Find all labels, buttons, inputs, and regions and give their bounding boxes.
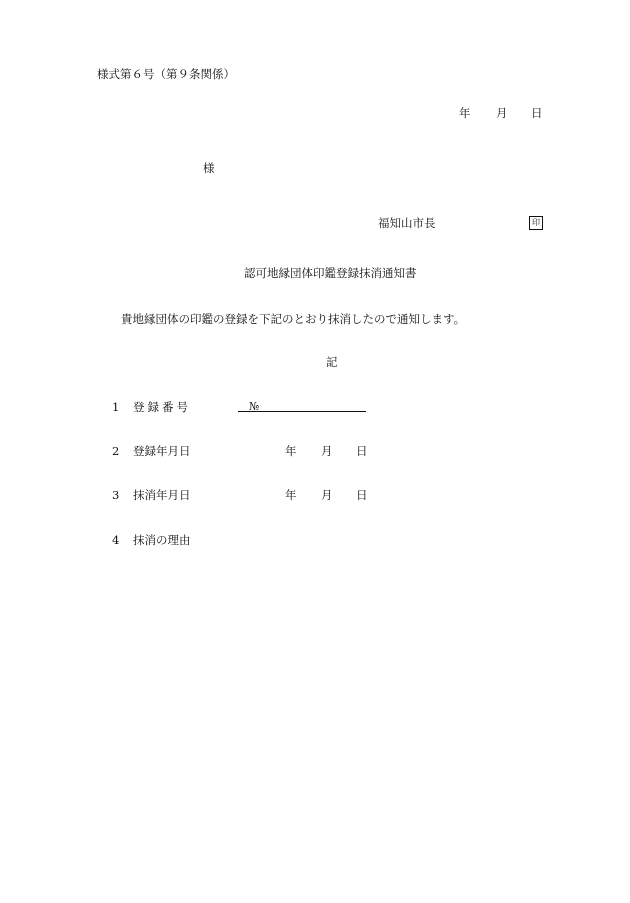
ki-label: 記 — [326, 355, 338, 369]
issue-date-year-label: 年 — [459, 106, 471, 120]
issue-date-month-label: 月 — [496, 106, 508, 120]
registration-date-day-label: 日 — [356, 444, 368, 458]
seal-mark: 印 — [529, 216, 543, 230]
registration-number-underline — [238, 411, 366, 412]
cancellation-date-day-label: 日 — [356, 488, 368, 502]
issuer-name: 福知山市長 — [378, 216, 436, 230]
issue-date-day-label: 日 — [531, 106, 543, 120]
item-number-3: 3 — [112, 488, 120, 502]
notice-body: 貴地縁団体の印鑑の登録を下記のとおり抹消したので通知します。 — [121, 312, 466, 326]
registration-number-prefix: № — [249, 400, 260, 413]
item-label-registration-date: 登録年月日 — [133, 444, 191, 458]
registration-date-year-label: 年 — [285, 444, 297, 458]
cancellation-date-month-label: 月 — [321, 488, 333, 502]
cancellation-date-year-label: 年 — [285, 488, 297, 502]
item-label-cancellation-reason: 抹消の理由 — [133, 533, 191, 547]
item-number-2: 2 — [112, 444, 120, 458]
form-number: 様式第６号（第９条関係） — [97, 67, 235, 81]
item-number-1: 1 — [112, 400, 120, 414]
document-title: 認可地縁団体印鑑登録抹消通知書 — [244, 266, 417, 280]
addressee-honorific: 様 — [203, 161, 215, 175]
item-number-4: 4 — [112, 533, 120, 547]
item-label-cancellation-date: 抹消年月日 — [133, 488, 191, 502]
registration-date-month-label: 月 — [321, 444, 333, 458]
item-label-registration-number: 登録番号 — [133, 400, 191, 414]
